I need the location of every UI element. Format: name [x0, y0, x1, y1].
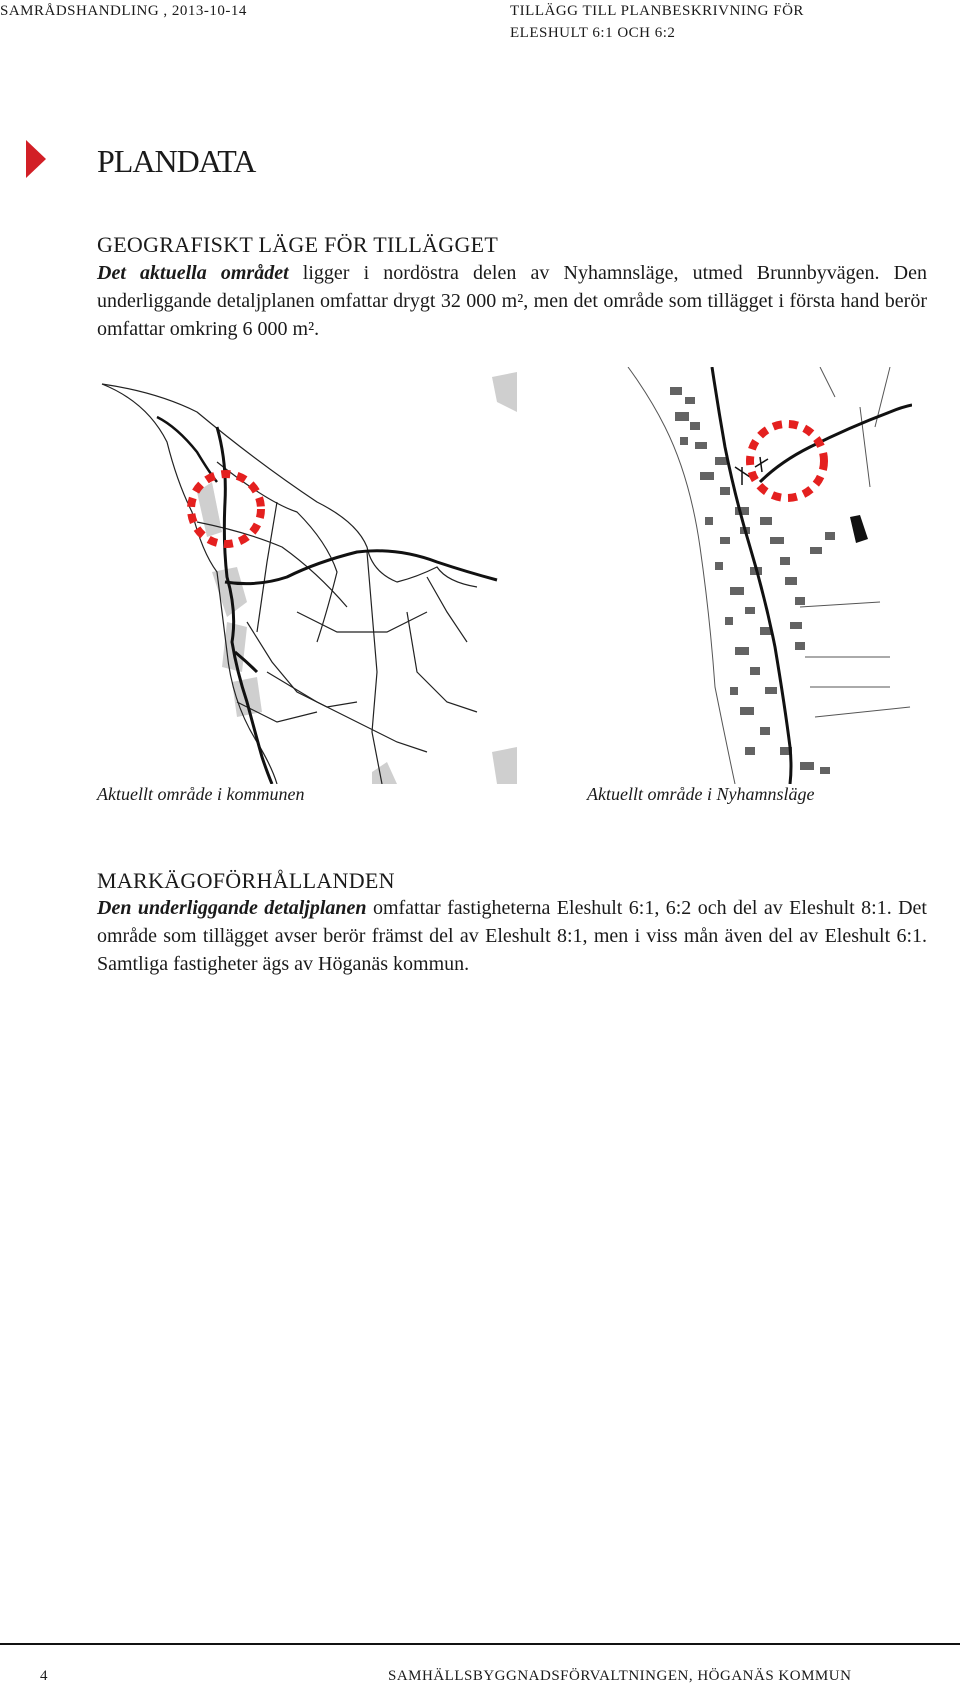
- mark-text: omfattar fastigheterna Eleshult 6:1, 6:2 och del av Eleshult 8:1. Det område som tillägget avser berör främst del av Eleshult 8:1, men i viss mån även del av Eleshult 6:1. Samtliga fastigheter ägs av Höganäs kommun.: [97, 897, 927, 975]
- section-marker-icon: [26, 140, 46, 178]
- caption-nyhamnslage: Aktuellt område i Nyhamnsläge: [587, 784, 815, 804]
- footer-divider: [0, 1643, 960, 1645]
- geo-text: ligger i nordöstra delen av Nyhamnsläge, utmed Brunnbyvägen. Den underliggande detaljplanen omfattar drygt 32 000 m², men det område som tillägget i första hand berör omfattar omkring 6 000 m².: [97, 262, 928, 340]
- caption-municipality: Aktuellt område i kommunen: [97, 784, 305, 804]
- municipality-map: [97, 372, 519, 784]
- nyhamnslage-map: [620, 367, 912, 784]
- page-number: 4: [40, 1668, 48, 1684]
- header-title-line-1: TILLÄGG TILL PLANBESKRIVNING FÖR: [510, 3, 804, 19]
- mark-lead: Den underliggande detaljplanen: [97, 897, 367, 919]
- geo-paragraph: [97, 259, 927, 343]
- geo-heading: GEOGRAFISKT LÄGE FÖR TILLÄGGET: [97, 232, 499, 257]
- header-document-title: [510, 0, 804, 44]
- footer-organization: SAMHÄLLSBYGGNADSFÖRVALTNINGEN, HÖGANÄS KOMMUN: [388, 1668, 852, 1684]
- mark-heading: MARKÄGOFÖRHÅLLANDEN: [97, 868, 395, 893]
- geo-lead: Det aktuella området: [97, 262, 289, 284]
- mark-paragraph: [97, 894, 927, 978]
- header-title-line-2: ELESHULT 6:1 OCH 6:2: [510, 25, 676, 41]
- header-date: SAMRÅDSHANDLING , 2013-10-14: [0, 3, 247, 19]
- section-title: PLANDATA: [97, 143, 256, 179]
